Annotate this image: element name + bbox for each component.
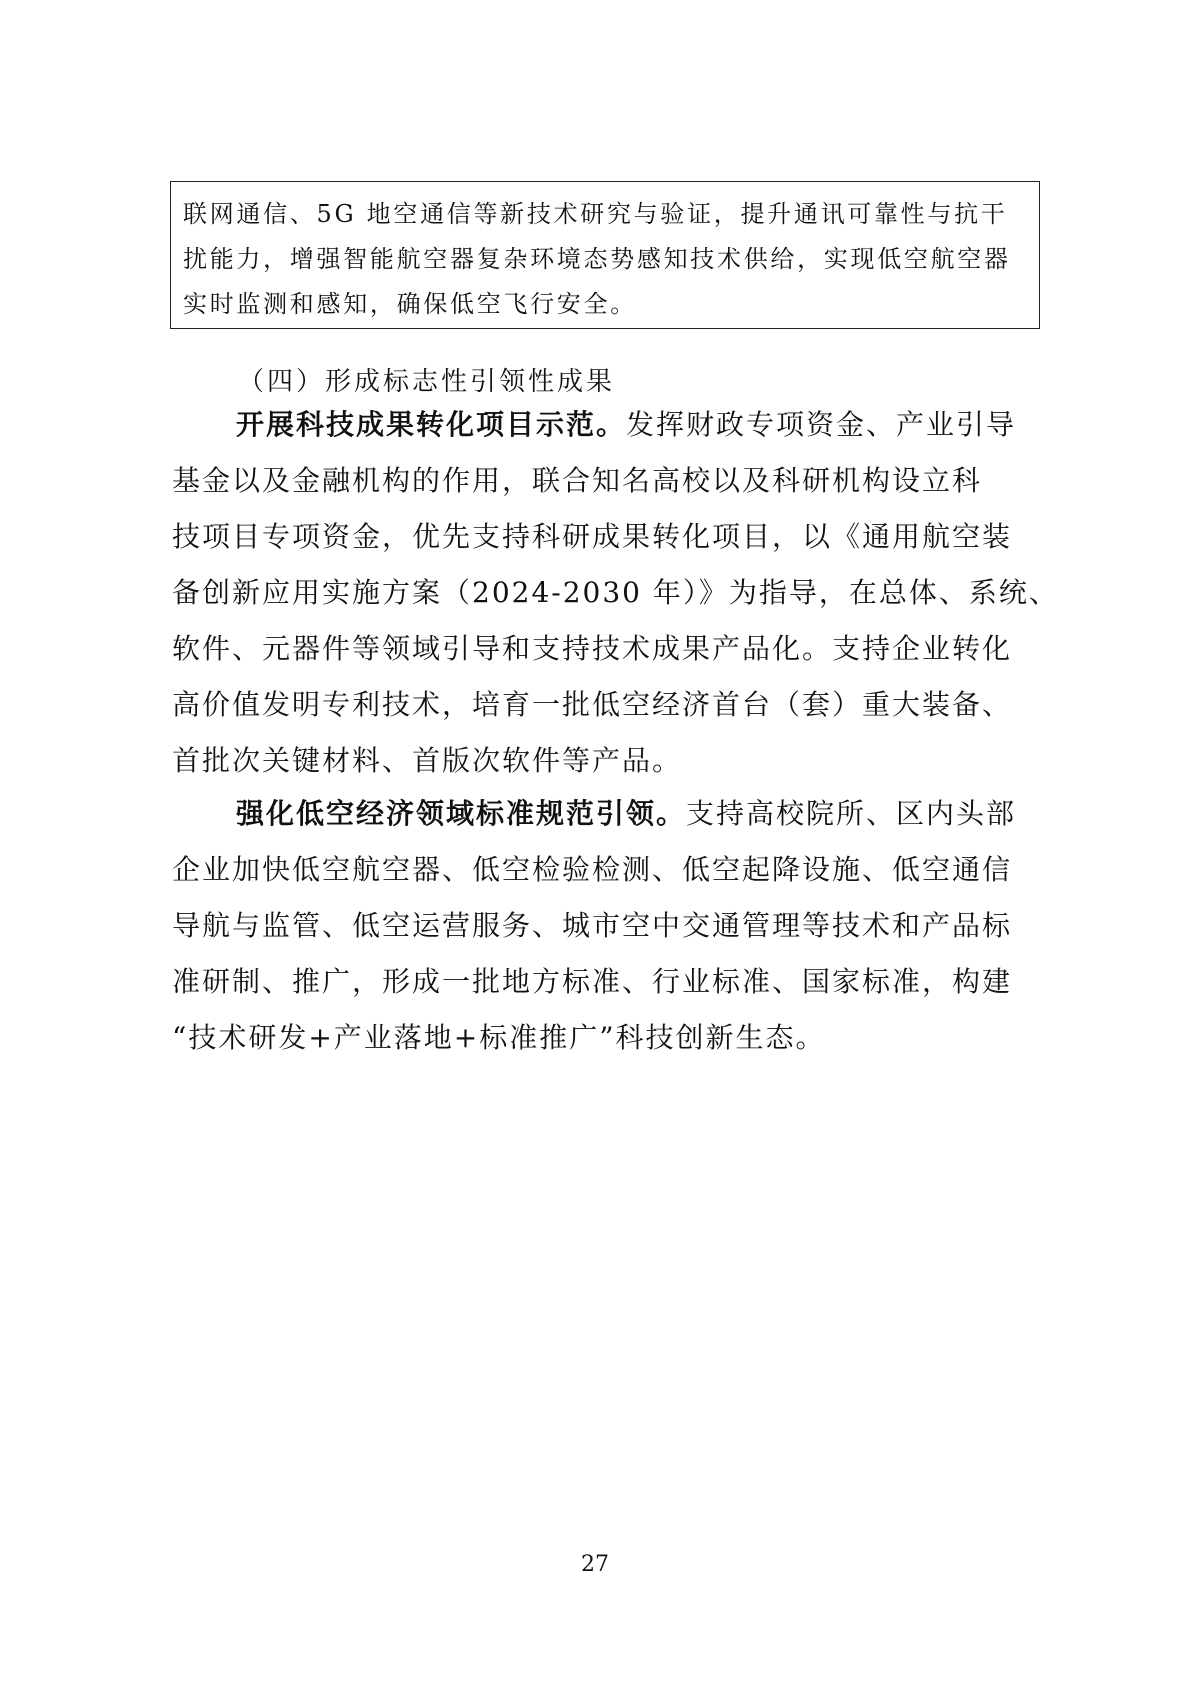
paragraph-text: 支持高校院所、区内头部: [686, 797, 1017, 830]
box-line: 联网通信、5G 地空通信等新技术研究与验证，提升通讯可靠性与抗干: [183, 200, 1008, 228]
paragraph-text: 发挥财政专项资金、产业引导: [626, 408, 1017, 441]
paragraph-line: 技项目专项资金，优先支持科研成果转化项目，以《通用航空装: [172, 520, 1013, 553]
paragraph-line: 导航与监管、低空运营服务、城市空中交通管理等技术和产品标: [172, 909, 1013, 942]
paragraph-lead-title: 强化低空经济领域标准规范引领。: [236, 797, 687, 830]
page-number: 27: [581, 1552, 609, 1577]
paragraph-line: “技术研发+产业落地+标准推广”科技创新生态。: [172, 1021, 826, 1054]
paragraph-tech-transfer: [172, 397, 1059, 789]
paragraph-line: 首批次关键材料、首版次软件等产品。: [172, 744, 683, 777]
paragraph-lead-title: 开展科技成果转化项目示范。: [236, 408, 627, 441]
box-line: 扰能力，增强智能航空器复杂环境态势感知技术供给，实现低空航空器: [183, 245, 1011, 273]
paragraph-line: 准研制、推广，形成一批地方标准、行业标准、国家标准，构建: [172, 965, 1013, 998]
section-heading: （四）形成标志性引领性成果: [238, 367, 616, 397]
paragraph-line: 软件、元器件等领域引导和支持技术成果产品化。支持企业转化: [172, 632, 1013, 665]
box-line: 实时监测和感知，确保低空飞行安全。: [183, 290, 637, 318]
paragraph-line: 基金以及金融机构的作用，联合知名高校以及科研机构设立科: [172, 464, 983, 497]
paragraph-standards: [172, 786, 1042, 1066]
paragraph-first-line: [172, 397, 1042, 453]
paragraph-line: 备创新应用实施方案（2024-2030 年）》为指导，在总体、系统、: [172, 576, 1059, 609]
paragraph-first-line: [172, 786, 1042, 842]
paragraph-line: 高价值发明专利技术，培育一批低空经济首台（套）重大装备、: [172, 688, 1013, 721]
paragraph-line: 企业加快低空航空器、低空检验检测、低空起降设施、低空通信: [172, 853, 1013, 886]
boxed-note: [170, 181, 1040, 329]
